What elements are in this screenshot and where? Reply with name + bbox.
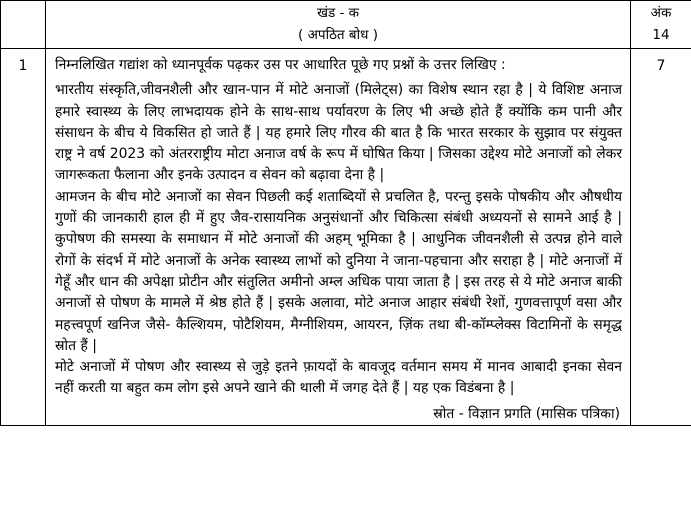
passage-paragraph-3: मोटे अनाजों में पोषण और स्वास्थ्य से जुड़े इतने फ़ायदों के बावजूद वर्तमान समय में मानव आबादी इनका सेवन नहीं करती या बहुत कम लोग इसे अपने खाने की थाली में जगह देते हैं | यह एक विडंबना है | <box>55 359 622 397</box>
marks-label: अंक <box>650 5 672 21</box>
question-marks: 7 <box>631 49 691 426</box>
section-header-cell <box>46 1 631 49</box>
serial-header-cell <box>1 1 46 49</box>
passage-paragraph-2: आमजन के बीच मोटे अनाजों का सेवन पिछली कई शताब्दियों से प्रचलित है, परन्तु इसके पोषकीय और औषधीय गुणों की जानकारी हाल ही में हुए जैव-रासायनिक अनुसंधानों और चिकित्सा संबंधी अध्ययनों से सामने आई है | कुपोषण की समस्या के समाधान में मोटे अनाजों की अहम् भूमिका है | आधुनिक जीवनशैली से उत्पन्न होने वाले रोगों के संदर्भ में मोटे अनाजों के अनेक स्वास्थ्य लाभों को दुनिया ने जाना-पहचाना और सराहा है | मोटे अनाजों में गेहूँ और धान की अपेक्षा प्रोटीन और संतुलित अमीनो अम्ल अधिक पाया जाता है | इस तरह से ये मोटे अनाज बाकी अनाजों से पोषण के मामले में श्रेष्ठ होते हैं | इसके अलावा, मोटे अनाज आहार संबंधी रेशों, गुणवत्तापूर्ण वसा और महत्त्वपूर्ण खनिज जैसे- कैल्शियम, पोटैशियम, मैग्नीशियम, आयरन, ज़िंक तथा बी-कॉम्प्लेक्स विटामिनों के समृद्ध स्रोत हैं | <box>55 188 622 354</box>
marks-header-cell <box>631 1 691 49</box>
section-header-row <box>1 1 691 49</box>
question-row <box>1 49 691 426</box>
marks-total: 14 <box>652 27 670 43</box>
section-title: खंड - क <box>316 5 360 21</box>
passage-paragraph-1: भारतीय संस्कृति,जीवनशैली और खान-पान में मोटे अनाजों (मिलेट्स) का विशेष स्थान रहा है | ये विशिष्ट अनाज हमारे स्वास्थ्य के लिए लाभदायक होने के साथ-साथ पर्यावरण के लिए भी अच्छे होते हैं क्योंकि कम पानी और संसाधन के बीच ये विकसित हो जाते हैं | यह हमारे लिए गौरव की बात है कि भारत सरकार के सुझाव पर संयुक्त राष्ट्र ने वर्ष 2023 को अंतरराष्ट्रीय मोटा अनाज वर्ष के रूप में घोषित किया | जिसका उद्देश्य मोटे अनाजों को लेकर जागरूकता फैलाना और इनके उत्पादन व सेवन को बढ़ावा देना है | <box>55 82 622 184</box>
question-number: 1 <box>1 49 46 426</box>
instruction-text: निम्नलिखित गद्यांश को ध्यानपूर्वक पढ़कर उस पर आधारित पूछे गए प्रश्नों के उत्तर लिखिए : <box>55 57 506 73</box>
passage-source: स्रोत - विज्ञान प्रगति (मासिक पत्रिका) <box>433 405 620 422</box>
passage-cell <box>46 49 631 426</box>
section-subtitle: ( अपठित बोध ) <box>298 27 378 43</box>
